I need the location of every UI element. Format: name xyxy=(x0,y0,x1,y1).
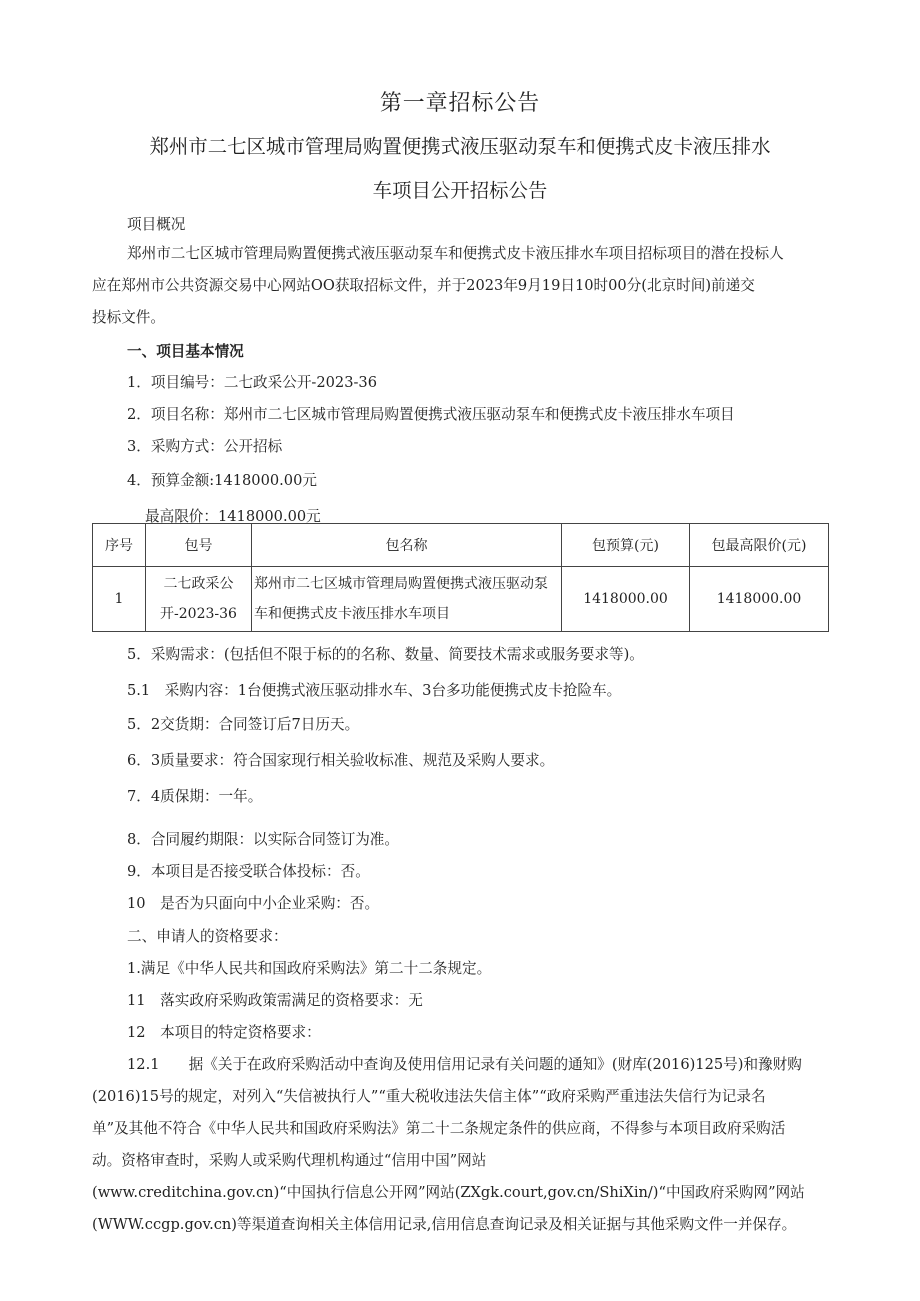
req-credit-line-2: (2016)15号的规定，对列入“失信被执行人”“重大税收违法失信主体”“政府采购严重违法失信行为记录名 xyxy=(92,1088,766,1105)
overview-heading: 项目概况 xyxy=(127,216,186,233)
req-credit-line-5: (www.creditchina.gov.cn)“中国执行信息公开网”网站(ZXgk.court,gov.cn/ShiXin/)“中国政府采购网”网站 xyxy=(92,1184,805,1201)
col-header-max-limit: 包最高限价(元) xyxy=(690,524,829,567)
item-delivery: 5．2交货期：合同签订后7日历天。 xyxy=(127,716,360,733)
notice-title-line-1: 郑州市二七区城市管理局购置便携式液压驱动泵车和便携式皮卡液压排水 xyxy=(149,135,771,158)
overview-line-3: 投标文件。 xyxy=(92,309,165,326)
item-procurement-method: 3．采购方式：公开招标 xyxy=(127,438,283,455)
package-table xyxy=(92,523,829,632)
cell-package-name: 郑州市二七区城市管理局购置便携式液压驱动泵车和便携式皮卡液压排水车项目 xyxy=(252,567,562,632)
col-header-budget: 包预算(元) xyxy=(562,524,690,567)
req-credit-line-6: (WWW.ccgp.gov.cn)等渠道查询相关主体信用记录,信用信息查询记录及相关证据与其他采购文件一并保存。 xyxy=(92,1216,797,1233)
item-requirements: 5．采购需求：(包括但不限于标的的名称、数量、简要技术需求或服务要求等)。 xyxy=(127,646,644,663)
item-consortium: 9．本项目是否接受联合体投标：否。 xyxy=(127,863,370,880)
table-header-row xyxy=(93,524,829,567)
table-row xyxy=(93,567,829,632)
cell-no: 1 xyxy=(93,567,146,632)
item-project-name: 2．项目名称：郑州市二七区城市管理局购置便携式液压驱动泵车和便携式皮卡液压排水车项目 xyxy=(127,406,735,423)
item-budget: 4．预算金额:1418000.00元 xyxy=(127,472,317,489)
col-header-no: 序号 xyxy=(93,524,146,567)
section-1-heading: 一、项目基本情况 xyxy=(127,343,244,360)
cell-budget: 1418000.00 xyxy=(562,567,690,632)
overview-line-1: 郑州市二七区城市管理局购置便携式液压驱动泵车和便携式皮卡液压排水车项目招标项目的潜在投标人 xyxy=(127,245,784,262)
req-article-22: 1.满足《中华人民共和国政府采购法》第二十二条规定。 xyxy=(127,960,492,977)
req-credit-line-4: 动。资格审查时，采购人或采购代理机构通过“信用中国”网站 xyxy=(92,1152,487,1169)
overview-line-2: 应在郑州市公共资源交易中心网站OO获取招标文件，并于2023年9月19日10时00分(北京时间)前递交 xyxy=(92,277,755,294)
notice-title-line-2: 车项目公开招标公告 xyxy=(372,179,548,202)
chapter-title: 第一章招标公告 xyxy=(379,91,541,116)
req-policy: 11 落实政府采购政策需满足的资格要求：无 xyxy=(127,992,423,1009)
item-quality: 6．3质量要求：符合国家现行相关验收标准、规范及采购人要求。 xyxy=(127,752,555,769)
req-credit-line-1: 12.1 据《关于在政府采购活动中查询及使用信用记录有关问题的通知》(财库(2016)125号)和豫财购 xyxy=(127,1056,802,1073)
max-price: 最高限价：1418000.00元 xyxy=(145,508,321,525)
req-specific: 12 本项目的特定资格要求： xyxy=(127,1024,321,1041)
cell-max-limit: 1418000.00 xyxy=(690,567,829,632)
section-2-heading: 二、申请人的资格要求： xyxy=(127,928,288,945)
item-sme: 10 是否为只面向中小企业采购：否。 xyxy=(127,895,380,912)
item-warranty: 7．4质保期：一年。 xyxy=(127,788,263,805)
item-content: 5.1 采购内容：1台便携式液压驱动排水车、3台多功能便携式皮卡抢险车。 xyxy=(127,682,622,699)
req-credit-line-3: 单”及其他不符合《中华人民共和国政府采购法》第二十二条规定条件的供应商，不得参与本项目政府采购活 xyxy=(92,1120,786,1137)
item-contract-term: 8．合同履约期限：以实际合同签订为准。 xyxy=(127,831,399,848)
col-header-package-no: 包号 xyxy=(146,524,252,567)
item-project-number: 1．项目编号：二七政采公开-2023-36 xyxy=(127,374,377,391)
cell-package-no: 二七政采公开-2023-36 xyxy=(146,567,252,632)
col-header-package-name: 包名称 xyxy=(252,524,562,567)
